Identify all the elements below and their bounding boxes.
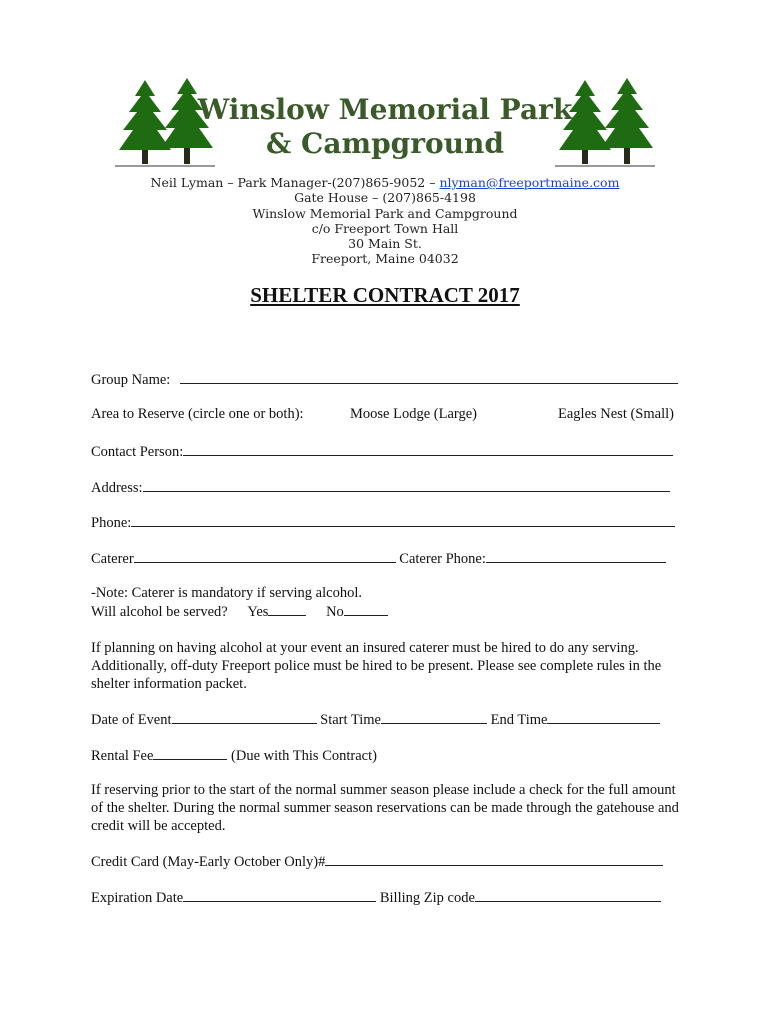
manager-text: Neil Lyman – Park Manager-(207)865-9052 – — [150, 175, 440, 190]
email-link[interactable]: nlyman@freeportmaine.com — [439, 175, 620, 190]
care-of-line: c/o Freeport Town Hall — [311, 220, 459, 236]
date-of-event-label: Date of Event — [91, 712, 172, 728]
rental-fee-row — [91, 746, 377, 765]
date-of-event-field[interactable] — [172, 710, 317, 724]
end-time-field[interactable] — [547, 710, 660, 724]
caterer-label: Caterer — [91, 551, 134, 567]
yes-field[interactable] — [268, 602, 306, 616]
expiration-field[interactable] — [183, 888, 376, 902]
caterer-note: -Note: Caterer is mandatory if serving alcohol. — [91, 585, 362, 601]
expiration-label: Expiration Date — [91, 890, 184, 906]
no-label: No — [326, 604, 344, 620]
document-title: SHELTER CONTRACT 2017 — [250, 283, 520, 307]
start-time-label: Start Time — [320, 712, 381, 728]
park-title-line2: & Campground — [266, 127, 504, 160]
end-time-label: End Time — [490, 712, 548, 728]
alcohol-question: Will alcohol be served? — [91, 604, 228, 620]
billing-zip-label: Billing Zip code — [379, 890, 475, 906]
contact-person-label: Contact Person: — [91, 444, 184, 460]
caterer-row — [91, 549, 666, 568]
rental-fee-note: (Due with This Contract) — [231, 748, 377, 764]
eagles-nest-option[interactable]: Eagles Nest (Small) — [558, 406, 674, 422]
street-line: 30 Main St. — [348, 236, 422, 252]
contact-person-row — [91, 442, 673, 461]
area-label: Area to Reserve (circle one or both): — [91, 406, 304, 422]
group-name-row — [91, 370, 678, 389]
rental-fee-field[interactable] — [153, 746, 227, 760]
org-line: Winslow Memorial Park and Campground — [252, 205, 518, 221]
credit-card-field[interactable] — [325, 852, 663, 866]
expiration-row — [91, 888, 661, 907]
start-time-field[interactable] — [381, 710, 487, 724]
phone-row — [91, 513, 675, 532]
caterer-phone-field[interactable] — [486, 549, 666, 563]
alcohol-row — [91, 602, 388, 621]
yes-label: Yes — [247, 604, 269, 620]
contact-block — [0, 175, 770, 267]
caterer-phone-label: Caterer Phone: — [399, 551, 486, 567]
billing-zip-field[interactable] — [475, 888, 661, 902]
area-row — [91, 406, 679, 423]
address-label: Address: — [91, 480, 143, 496]
park-title-line1: Winslow Memorial Park — [197, 93, 573, 126]
group-name-label: Group Name: — [91, 372, 171, 388]
rental-fee-label: Rental Fee — [91, 748, 154, 764]
credit-card-label: Credit Card (May-Early October Only)# — [91, 854, 326, 870]
gate-house-line: Gate House – (207)865-4198 — [294, 190, 476, 206]
event-time-row — [91, 710, 660, 729]
contact-person-field[interactable] — [183, 442, 673, 456]
reserve-paragraph: If reserving prior to the start of the normal summer season please include a check for the full amount of the shelter. During the normal summer season reservations can be made through the gatehouse and credit will be accepted. — [91, 782, 679, 834]
manager-line — [0, 175, 770, 190]
group-name-field[interactable] — [180, 370, 678, 384]
address-row — [91, 478, 670, 497]
moose-lodge-option[interactable]: Moose Lodge (Large) — [350, 406, 477, 422]
phone-label: Phone: — [91, 515, 132, 531]
credit-card-row — [91, 852, 663, 871]
city-line: Freeport, Maine 04032 — [311, 251, 459, 267]
phone-field[interactable] — [131, 513, 675, 527]
alcohol-paragraph: If planning on having alcohol at your event an insured caterer must be hired to do any serving. Additionally, off-duty Freeport police must be hired to be present. Please see complete rules in the shelter information packet. — [91, 640, 662, 692]
caterer-field[interactable] — [134, 549, 396, 563]
address-field[interactable] — [143, 478, 670, 492]
no-field[interactable] — [344, 602, 388, 616]
